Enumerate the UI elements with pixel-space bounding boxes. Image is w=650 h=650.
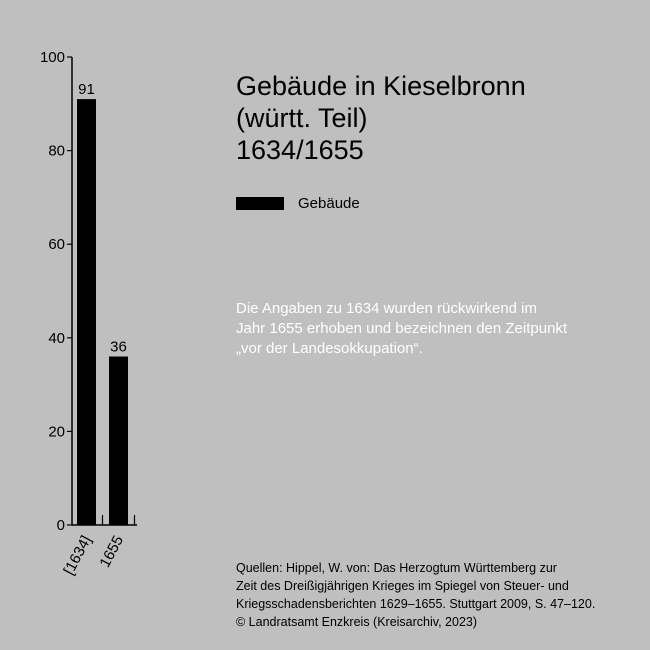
title-line-1: Gebäude in Kieselbronn <box>236 71 526 101</box>
y-tick-label: 100 <box>39 49 65 66</box>
legend <box>236 195 360 212</box>
y-tick-label: 20 <box>48 423 65 441</box>
title-line-2: (württ. Teil) <box>236 103 368 133</box>
y-tick-label: 60 <box>48 236 65 254</box>
source-line-1: Quellen: Hippel, W. von: Das Herzogtum Württemberg zur <box>236 561 557 575</box>
y-tick-label: 80 <box>48 142 65 160</box>
data-label: 36 <box>110 338 127 356</box>
source-line-2: Zeit des Dreißigjährigen Krieges im Spiegel von Steuer- und <box>236 579 569 593</box>
chart-note <box>236 299 636 359</box>
note-line-3: „vor der Landesokkupation“. <box>236 340 423 357</box>
data-label: 91 <box>78 81 95 99</box>
x-tick-label: [1634] <box>60 532 96 578</box>
source-note <box>236 559 636 631</box>
title-line-3: 1634/1655 <box>236 135 364 165</box>
bar <box>109 357 128 525</box>
source-line-3: Kriegsschadensberichten 1629–1655. Stuttgart 2009, S. 47–120. <box>236 597 596 611</box>
y-tick-label: 0 <box>56 517 65 534</box>
legend-swatch <box>236 197 284 210</box>
chart-title <box>236 70 526 166</box>
x-tick-label: 1655 <box>96 532 128 571</box>
y-tick-label: 40 <box>48 329 65 347</box>
note-line-2: Jahr 1655 erhoben und bezeichnen den Zeitpunkt <box>236 320 568 337</box>
copyright-line: © Landratsamt Enzkreis (Kreisarchiv, 2023) <box>236 615 478 629</box>
bar <box>77 99 96 525</box>
legend-label: Gebäude <box>298 195 360 212</box>
note-line-1: Die Angaben zu 1634 wurden rückwirkend im <box>236 300 538 317</box>
